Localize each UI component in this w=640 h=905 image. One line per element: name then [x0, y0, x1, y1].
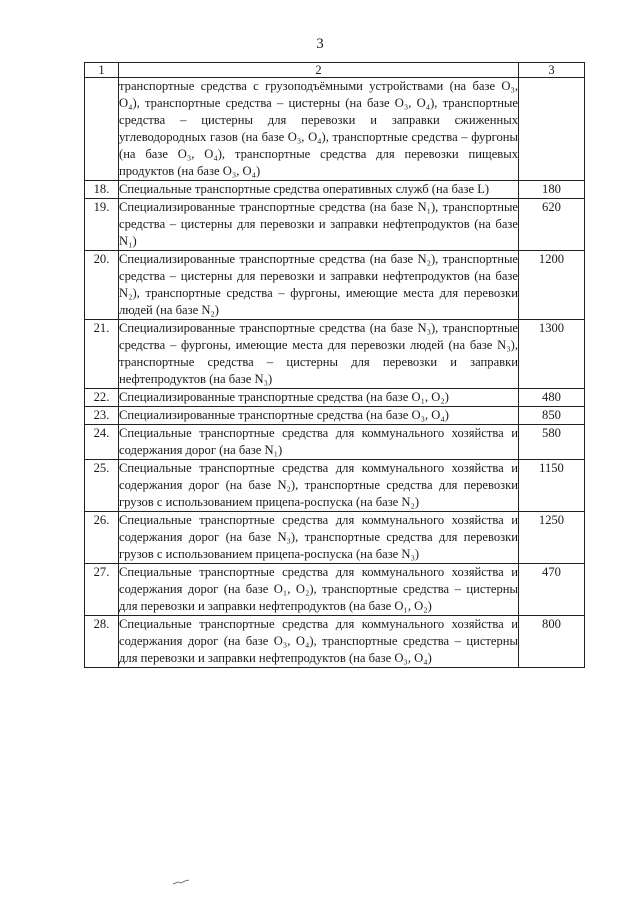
row-value: 470 [519, 564, 585, 616]
table-row [85, 512, 585, 564]
row-description: Специализированные транспортные средства (на базе N₃), транспортные средства – фургоны, имеющие места для перевозки людей (на базе N₃), транспортные средства – цистерны для перевозки и заправки нефтепродуктов (на базе N₃) [119, 320, 519, 389]
row-value: 1150 [519, 460, 585, 512]
row-value: 1200 [519, 251, 585, 320]
row-value: 1250 [519, 512, 585, 564]
row-description: Специальные транспортные средства для коммунального хозяйства и содержания дорог (на базе O₁, O₂), транспортные средства – цистерны для перевозки и заправки нефтепродуктов (на базе O₁, O₂) [119, 564, 519, 616]
table-row [85, 78, 585, 181]
row-number: 24. [85, 425, 119, 460]
table-row [85, 181, 585, 199]
row-description: Специальные транспортные средства для коммунального хозяйства и содержания дорог (на базе N₂), транспортные средства для перевозки грузов с использованием прицепа-роспуска (на базе N₂) [119, 460, 519, 512]
row-number: 27. [85, 564, 119, 616]
row-description: Специализированные транспортные средства (на базе O₃, O₄) [119, 407, 519, 425]
row-value: 850 [519, 407, 585, 425]
page-number: 3 [316, 36, 324, 52]
table-header-row [85, 63, 585, 78]
row-value: 620 [519, 199, 585, 251]
table-row [85, 460, 585, 512]
table-row [85, 199, 585, 251]
row-number: 20. [85, 251, 119, 320]
row-number: 28. [85, 616, 119, 668]
row-value: 800 [519, 616, 585, 668]
row-number: 25. [85, 460, 119, 512]
scan-speck-mark [172, 878, 194, 886]
row-description: Специальные транспортные средства для коммунального хозяйства и содержания дорог (на базе O₃, O₄), транспортные средства – цистерны для перевозки и заправки нефтепродуктов (на базе O₃, O₄) [119, 616, 519, 668]
row-description: Специальные транспортные средства для коммунального хозяйства и содержания дорог (на базе N₃), транспортные средства для перевозки грузов с использованием прицепа-роспуска (на базе N₃) [119, 512, 519, 564]
table-row [85, 616, 585, 668]
row-number: 21. [85, 320, 119, 389]
column-header-3: 3 [519, 63, 585, 78]
table-row [85, 407, 585, 425]
row-value: 580 [519, 425, 585, 460]
row-number: 23. [85, 407, 119, 425]
table-row [85, 251, 585, 320]
row-number [85, 78, 119, 181]
table-row [85, 320, 585, 389]
row-number: 18. [85, 181, 119, 199]
row-description: Специальные транспортные средства оперативных служб (на базе L) [119, 181, 519, 199]
row-description: Специальные транспортные средства для коммунального хозяйства и содержания дорог (на базе N₁) [119, 425, 519, 460]
row-value: 180 [519, 181, 585, 199]
row-number: 19. [85, 199, 119, 251]
row-value [519, 78, 585, 181]
vehicle-table [84, 62, 585, 668]
row-value: 1300 [519, 320, 585, 389]
row-value: 480 [519, 389, 585, 407]
row-description: Специализированные транспортные средства (на базе N₁), транспортные средства – цистерны для перевозки и заправки нефтепродуктов (на базе N₁) [119, 199, 519, 251]
row-number: 26. [85, 512, 119, 564]
column-header-2: 2 [119, 63, 519, 78]
row-description: транспортные средства с грузоподъёмными устройствами (на базе O₃, O₄), транспортные средства – цистерны (на базе O₃, O₄), транспортные средства – цистерны для перевозки и заправки сжиженных углеводородных газов (на базе O₃, O₄), транспортные средства – фургоны (на базе O₃, O₄), транспортные средства для перевозки пищевых продуктов (на базе O₃, O₄) [119, 78, 519, 181]
table-row [85, 425, 585, 460]
table-row [85, 564, 585, 616]
row-description: Специализированные транспортные средства (на базе N₂), транспортные средства – цистерны для перевозки и заправки нефтепродуктов (на базе N₂), транспортные средства – фургоны, имеющие места для перевозки людей (на базе N₂) [119, 251, 519, 320]
table-row [85, 389, 585, 407]
row-number: 22. [85, 389, 119, 407]
row-description: Специализированные транспортные средства (на базе O₁, O₂) [119, 389, 519, 407]
column-header-1: 1 [85, 63, 119, 78]
